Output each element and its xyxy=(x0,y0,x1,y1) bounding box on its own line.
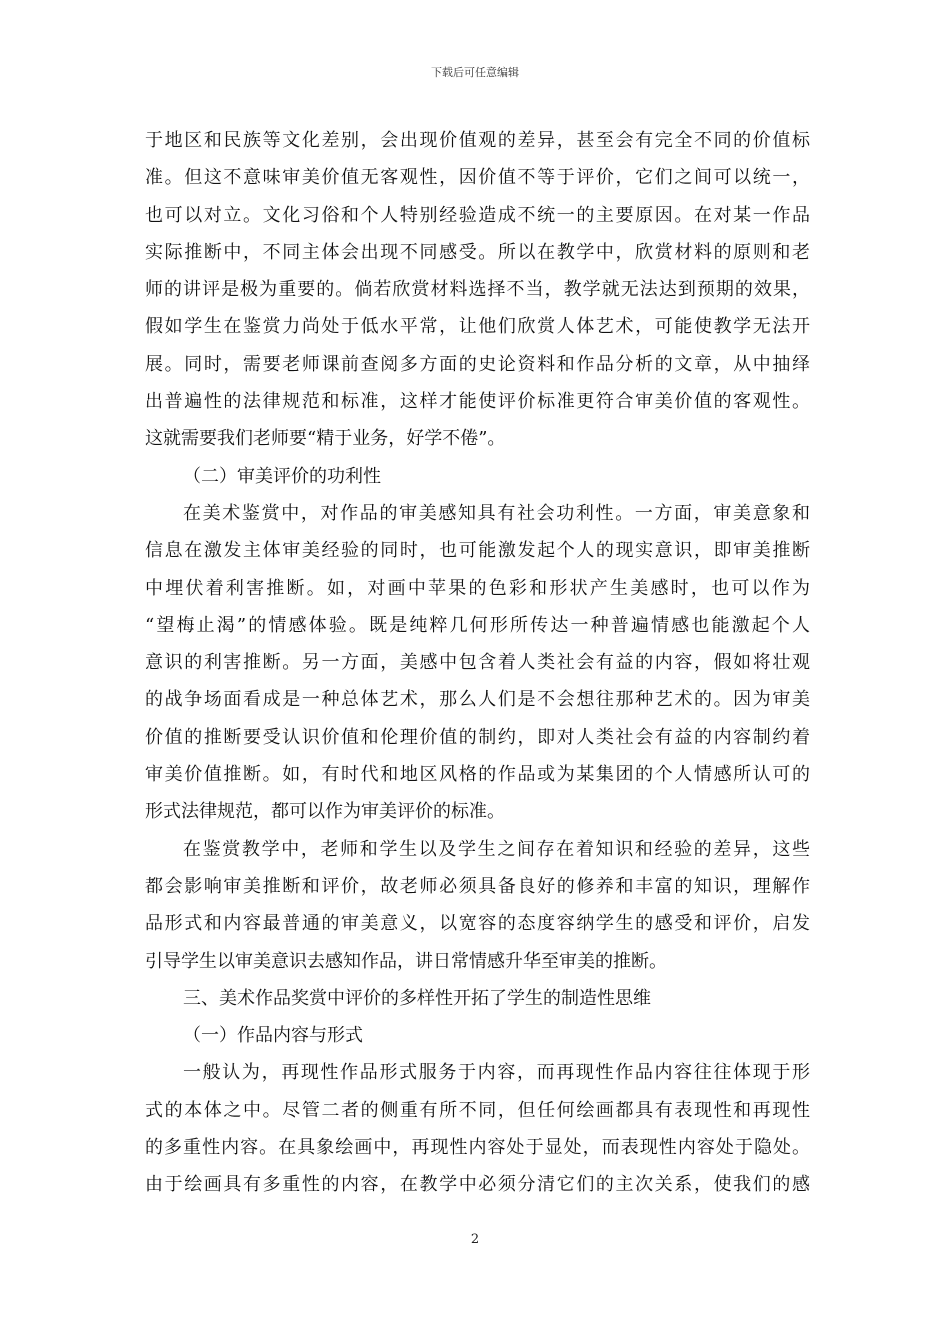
text-line: “望梅止渴”的情感体验。既是纯粹几何形所传达一种普遍情感也能激起个人 xyxy=(145,614,810,636)
text-line: 的战争场面看成是一种总体艺术，那么人们是不会想往那种艺术的。因为审美 xyxy=(145,689,810,711)
text-line: 假如学生在鉴赏力尚处于低水平常，让他们欣赏人体艺术，可能使教学无法开 xyxy=(145,316,810,338)
text-line: 展。同时，需要老师课前查阅多方面的史论资料和作品分析的文章，从中抽绎 xyxy=(145,353,810,375)
text-line: 形式法律规范，都可以作为审美评价的标准。 xyxy=(145,801,505,823)
text-line: 引导学生以审美意识去感知作品，讲日常情感升华至审美的推断。 xyxy=(145,950,667,972)
text-line: 中埋伏着利害推断。如，对画中苹果的色彩和形状产生美感时，也可以作为 xyxy=(145,577,810,599)
text-line: （二）审美评价的功利性 xyxy=(183,465,381,487)
text-line: 出普遍性的法律规范和标准，这样才能使评价标准更符合审美价值的客观性。 xyxy=(145,391,810,413)
text-line: 三、美术作品奖赏中评价的多样性开拓了学生的制造性思维 xyxy=(183,987,651,1009)
text-line: 实际推断中，不同主体会出现不同感受。所以在教学中，欣赏材料的原则和老 xyxy=(145,241,810,263)
text-line: 在美术鉴赏中，对作品的审美感知具有社会功利性。一方面，审美意象和 xyxy=(183,502,810,524)
text-line: 于地区和民族等文化差别，会出现价值观的差异，甚至会有完全不同的价值标 xyxy=(145,130,810,151)
document-body xyxy=(145,122,810,1204)
text-line: 师的讲评是极为重要的。倘若欣赏材料选择不当，教学就无法达到预期的效果， xyxy=(145,279,810,301)
text-line: 这就需要我们老师要“精于业务，好学不倦”。 xyxy=(145,428,506,450)
text-line: 品形式和内容最普通的审美意义，以宽容的态度容纳学生的感受和评价，启发 xyxy=(145,913,810,935)
text-line: 信息在激发主体审美经验的同时，也可能激发起个人的现实意识，即审美推断 xyxy=(145,540,810,562)
text-line: （一）作品内容与形式 xyxy=(183,1025,363,1047)
text-line: 的多重性内容。在具象绘画中，再现性内容处于显处，而表现性内容处于隐处。 xyxy=(145,1137,810,1159)
text-line: 准。但这不意味审美价值无客观性，因价值不等于评价，它们之间可以统一， xyxy=(145,167,810,189)
page-header: 下载后可任意编辑 xyxy=(431,66,519,79)
text-line: 审美价值推断。如，有时代和地区风格的作品或为某集团的个人情感所认可的 xyxy=(145,764,810,786)
text-line: 意识的利害推断。另一方面，美感中包含着人类社会有益的内容，假如将壮观 xyxy=(145,652,810,674)
text-line: 一般认为，再现性作品形式服务于内容，而再现性作品内容往往体现于形 xyxy=(183,1062,810,1084)
page-number: 2 xyxy=(470,1232,480,1247)
text-line: 由于绘画具有多重性的内容，在教学中必须分清它们的主次关系，使我们的感 xyxy=(145,1174,810,1196)
text-line: 价值的推断要受认识价值和伦理价值的制约，即对人类社会有益的内容制约着 xyxy=(145,726,810,748)
text-line: 都会影响审美推断和评价，故老师必须具备良好的修养和丰富的知识，理解作 xyxy=(145,875,810,897)
text-line: 也可以对立。文化习俗和个人特别经验造成不统一的主要原因。在对某一作品 xyxy=(145,204,810,226)
text-line: 在鉴赏教学中，老师和学生以及学生之间存在着知识和经验的差异，这些 xyxy=(183,838,810,860)
text-line: 式的本体之中。尽管二者的侧重有所不同，但任何绘画都具有表现性和再现性 xyxy=(145,1099,810,1121)
